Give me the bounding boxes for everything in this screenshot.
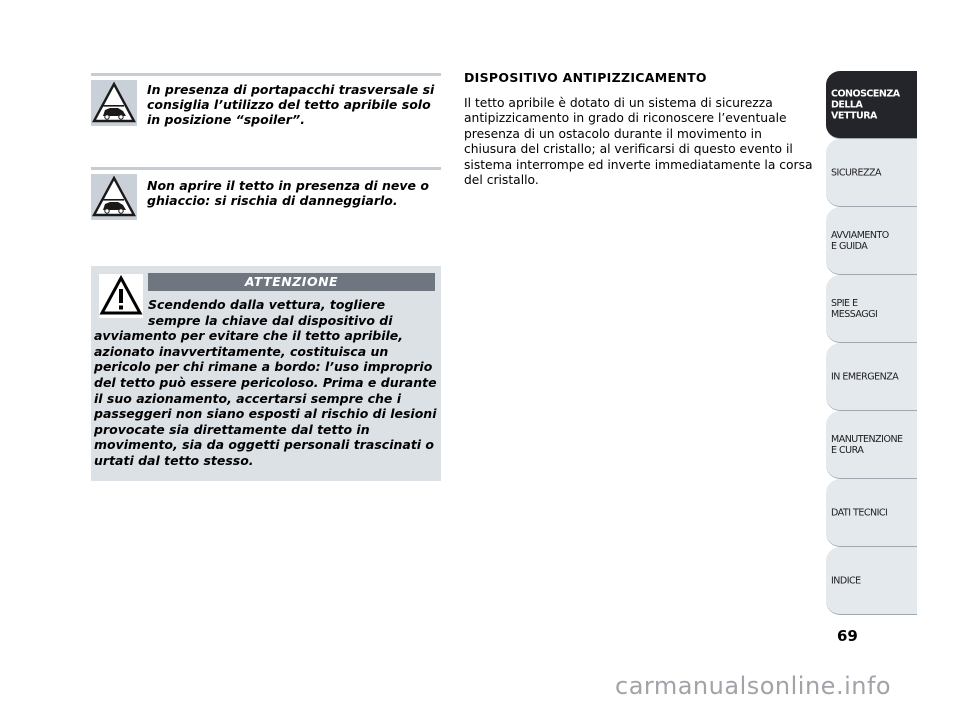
- warning-text-content: Scendendo dalla vettura, togliere sempre la chiave dal dispositivo di avviamento per evitare che il tetto apribile, azionato inavvertitamente, costituisca un pericolo per chi rimane a bordo: l’uso improprio del tetto può essere pericoloso. Prima e durante il suo azionamento, accertarsi sempre che i passeggeri non siano esposti al rischio di lesioni provocate sia direttamente dal tetto in movimento, sia da oggetti personali trascinati o urtati dal tetto stesso.: [94, 297, 437, 468]
- warning-box: [91, 266, 441, 481]
- tab-avviamento-e-guida[interactable]: [826, 207, 917, 275]
- chapter-sidebar: [826, 71, 917, 617]
- warning-header: ATTENZIONE: [148, 273, 435, 291]
- tab-in-emergenza[interactable]: [826, 343, 917, 411]
- tab-dati-tecnici[interactable]: [826, 479, 917, 547]
- tab-label: DATI TECNICI: [831, 507, 888, 518]
- tab-label: IN EMERGENZA: [831, 371, 899, 382]
- car-roof-warning-icon: [91, 174, 137, 220]
- car-roof-warning-icon: [91, 80, 137, 126]
- tab-label: INDICE: [831, 575, 861, 586]
- section-title: DISPOSITIVO ANTIPIZZICAMENTO: [464, 70, 707, 85]
- tab-indice[interactable]: [826, 547, 917, 615]
- note-box: [91, 167, 441, 230]
- tab-sicurezza[interactable]: [826, 139, 917, 207]
- watermark: carmanualsonline.info: [615, 672, 892, 700]
- page-number: 69: [837, 627, 858, 645]
- warning-text: [94, 297, 439, 469]
- tab-manutenzione-e-cura[interactable]: [826, 411, 917, 479]
- tab-label: AVVIAMENTO E GUIDA: [831, 229, 889, 252]
- tab-label: MANUTENZIONE E CURA: [831, 433, 903, 456]
- tab-conoscenza-della-vettura[interactable]: [826, 71, 917, 139]
- note-text: Non aprire il tetto in presenza di neve o ghiaccio: si rischia di danneggiarlo.: [147, 178, 429, 208]
- note-box: [91, 73, 441, 154]
- section-body: Il tetto apribile è dotato di un sistema di sicurezza antipizzicamento in grado di riconoscere l’eventuale presenza di un ostacolo durante il movimento in chiusura del cristallo; al verificarsi di questo evento il sistema interrompe ed inverte immediatamente la corsa del cristallo.: [464, 96, 813, 188]
- tab-spie-e-messaggi[interactable]: [826, 275, 917, 343]
- tab-label: CONOSCENZA DELLA VETTURA: [831, 88, 900, 121]
- tab-label: SPIE E MESSAGGI: [831, 297, 878, 320]
- tab-label: SICUREZZA: [831, 167, 882, 178]
- note-text: In presenza di portapacchi trasversale si consiglia l’utilizzo del tetto apribile solo in posizione “spoiler”.: [147, 82, 435, 127]
